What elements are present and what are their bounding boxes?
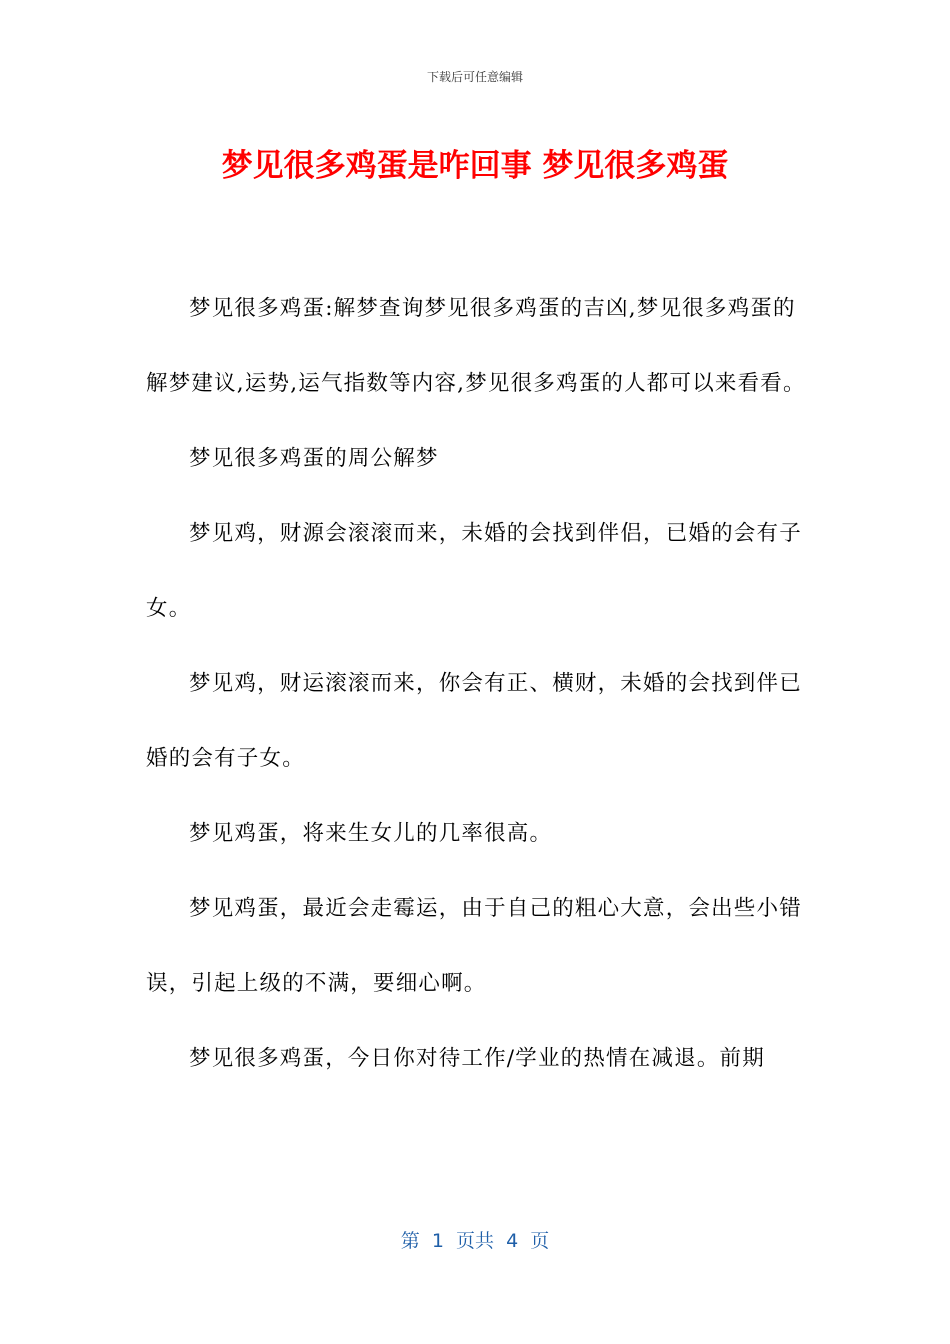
- page-header-note: 下载后可任意编辑: [426, 70, 523, 84]
- paragraph-chicken-1: 梦见鸡，财源会滚滚而来，未婚的会找到伴侣，已婚的会有子女。: [146, 521, 802, 621]
- paragraph-chicken-2: 梦见鸡，财运滚滚而来，你会有正、横财，未婚的会找到伴已婚的会有子女。: [146, 671, 802, 771]
- paragraph-many-eggs: 梦见很多鸡蛋，今日你对待工作/学业的热情在减退。前期: [189, 1046, 765, 1071]
- page-number-footer: 第 1 页共 4 页: [400, 1230, 550, 1252]
- paragraph-subheading: 梦见很多鸡蛋的周公解梦: [189, 446, 439, 471]
- paragraph-egg-2: 梦见鸡蛋，最近会走霉运，由于自己的粗心大意，会出些小错误，引起上级的不满，要细心啊。: [146, 896, 802, 996]
- document-title: 梦见很多鸡蛋是咋回事 梦见很多鸡蛋: [221, 148, 729, 184]
- document-body: [146, 271, 806, 1096]
- paragraph-egg-1: 梦见鸡蛋，将来生女儿的几率很高。: [189, 821, 553, 846]
- paragraph-intro: 梦见很多鸡蛋:解梦查询梦见很多鸡蛋的吉凶,梦见很多鸡蛋的解梦建议,运势,运气指数等内容,梦见很多鸡蛋的人都可以来看看。: [146, 296, 806, 396]
